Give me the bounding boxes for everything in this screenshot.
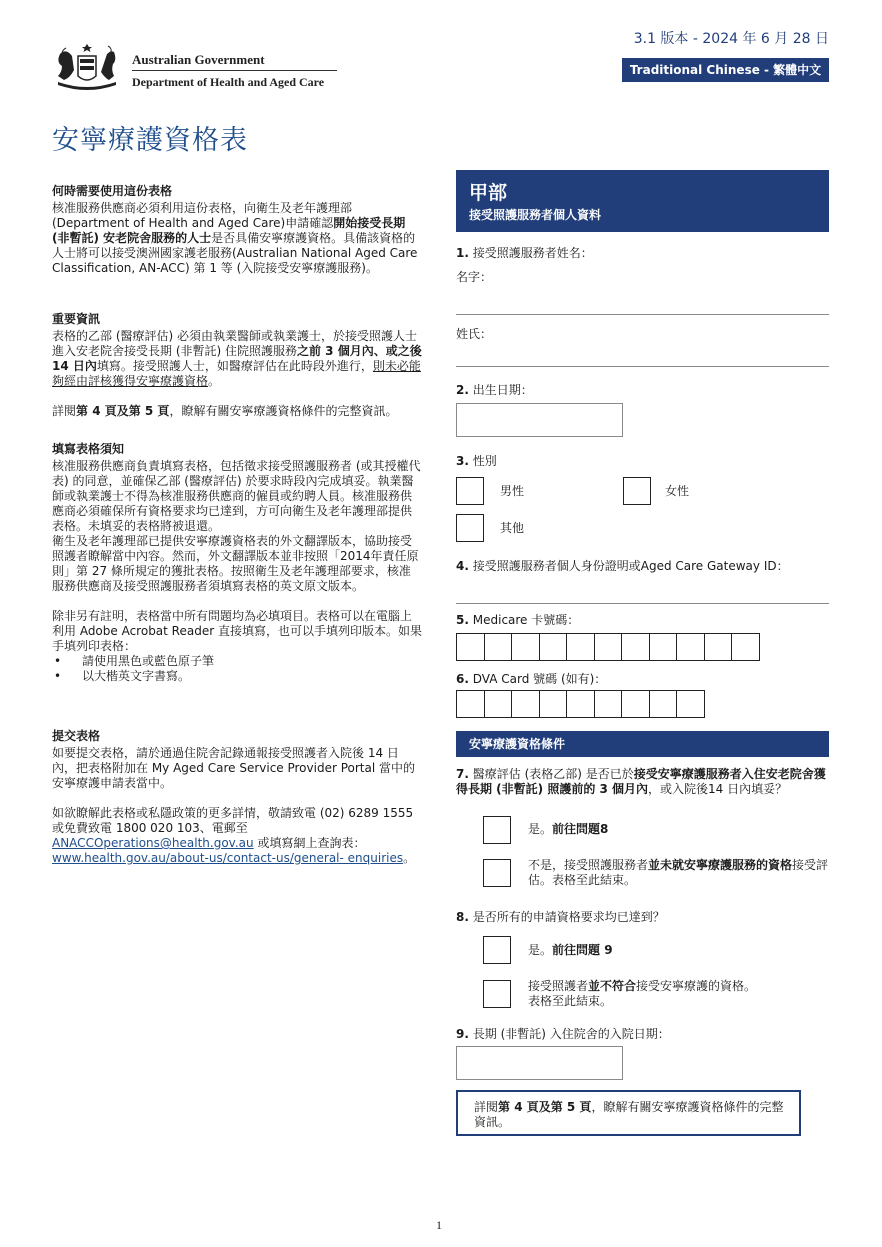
family-name-label: 姓氏： bbox=[456, 327, 493, 341]
department-name: Department of Health and Aged Care bbox=[132, 75, 325, 89]
filling-instructions-section bbox=[52, 442, 422, 684]
question-8: 8. 是否所有的申請資格要求均已達到？ bbox=[456, 910, 665, 924]
q8-no-label: 接受照護者並不符合接受安寧療護的資格。 表格至此結束。 bbox=[528, 979, 757, 1008]
eligibility-note: 詳閱第 4 頁及第 5 頁，瞭解有關安寧療護資格條件的完整資訊。 bbox=[456, 1090, 801, 1136]
list-item: • 以大楷英文字書寫。 bbox=[52, 669, 422, 684]
filling-instructions-text-3: 除非另有註明，表格當中所有問題均為必填項目。表格可以在電腦上利用 Adobe Acrobat Reader 直接填寫，也可以手填列印版本。如果手填列印表格： bbox=[52, 609, 422, 653]
question-5: 5. Medicare 卡號碼： bbox=[456, 613, 580, 627]
when-to-use-text: 核准服務供應商必須利用這份表格，向衛生及老年護理部(Department of Health and Aged Care)申請確認開始接受長期 (非暫託) 安老院舍服務的人士是否具備安寧療護資格。具備該資格的人士將可以接受澳洲國家護老服務(Australian National Aged Care Classification, AN-ACC) 第 1 等 (入院接受安寧療護服務)。 bbox=[52, 201, 418, 275]
section-a-title: 甲部 bbox=[469, 182, 508, 204]
dva-digit-box[interactable] bbox=[566, 690, 595, 718]
question-1: 1. 接受照護服務者姓名： bbox=[456, 246, 593, 260]
government-name: Australian Government bbox=[132, 52, 265, 67]
male-checkbox[interactable] bbox=[456, 477, 484, 505]
question-2: 2. 出生日期： bbox=[456, 383, 533, 397]
question-9: 9. 長期 (非暫託) 入住院舍的入院日期： bbox=[456, 1027, 670, 1041]
email-link[interactable]: ANACCOperations@health.gov.au bbox=[52, 836, 254, 850]
q8-no-checkbox[interactable] bbox=[483, 980, 511, 1008]
given-name-label: 名字： bbox=[456, 270, 493, 284]
medicare-number-field[interactable] bbox=[456, 633, 759, 661]
other-gender-label: 其他 bbox=[500, 521, 525, 535]
page-number: 1 bbox=[436, 1218, 442, 1232]
dva-digit-box[interactable] bbox=[649, 690, 678, 718]
list-item: • 請使用黑色或藍色原子筆 bbox=[52, 654, 422, 669]
family-name-field[interactable] bbox=[456, 366, 829, 367]
important-info-section bbox=[52, 312, 422, 419]
female-checkbox[interactable] bbox=[623, 477, 651, 505]
filling-instructions-list bbox=[52, 654, 422, 684]
q8-yes-label: 是。前往問題 9 bbox=[528, 943, 613, 957]
section-a-subtitle: 接受照護服務者個人資料 bbox=[469, 208, 602, 222]
question-6: 6. DVA Card 號碼 (如有)： bbox=[456, 672, 607, 686]
medicare-digit-box[interactable] bbox=[511, 633, 540, 661]
dva-digit-box[interactable] bbox=[594, 690, 623, 718]
question-4: 4. 接受照護服務者個人身份證明或Aged Care Gateway ID： bbox=[456, 559, 789, 573]
coat-of-arms-icon bbox=[52, 40, 122, 92]
dva-number-field[interactable] bbox=[456, 690, 704, 718]
date-of-birth-field[interactable] bbox=[456, 403, 623, 437]
submit-heading: 提交表格 bbox=[52, 729, 101, 743]
female-label: 女性 bbox=[665, 484, 690, 498]
dva-digit-box[interactable] bbox=[484, 690, 513, 718]
important-info-text: 表格的乙部 (醫療評估) 必須由執業醫師或執業護士，於接受照護人士進入安老院舍接受長期 (非暫託) 住院照護服務之前 3 個月內、或之後 14 日內填寫。接受照護人士，如醫療評估在此時段外進行，則未必能夠經由評核獲得安寧療護資格。 bbox=[52, 329, 422, 388]
q7-no-label: 不是，接受照護服務者並未就安寧療護服務的資格接受評估。表格至此結束。 bbox=[528, 858, 829, 887]
submit-text: 如要提交表格，請於通過住院舍記錄通報接受照護者入院後 14 日內，把表格附加在 My Aged Care Service Provider Portal 當中的安寧療護申請表當中。 bbox=[52, 746, 416, 790]
submit-section bbox=[52, 729, 422, 866]
when-to-use-heading: 何時需要使用這份表格 bbox=[52, 184, 173, 198]
medicare-digit-box[interactable] bbox=[566, 633, 595, 661]
medicare-digit-box[interactable] bbox=[676, 633, 705, 661]
page-title: 安寧療護資格表 bbox=[52, 125, 248, 156]
question-7: 7. 醫療評估 (表格乙部) 是否已於接受安寧療護服務者入住安老院舍獲得長期 (非暫託) 照護前的 3 個月內，或入院後14 日內填妥？ bbox=[456, 767, 826, 796]
admission-date-field[interactable] bbox=[456, 1046, 623, 1080]
filling-instructions-text-2: 衛生及老年護理部已提供安寧療護資格表的外文翻譯版本，協助接受照護者瞭解當中內容。然而，外文翻譯版本並非按照「2014年責任原則」第 27 條所規定的獲批表格。按照衛生及老年護理部要求，核准服務供應商及接受照護服務者須填寫表格的英文原文版本。 bbox=[52, 534, 419, 593]
dva-digit-box[interactable] bbox=[539, 690, 568, 718]
q7-yes-label: 是。前往問題8 bbox=[528, 822, 609, 836]
medicare-digit-box[interactable] bbox=[704, 633, 733, 661]
filling-instructions-text-1: 核准服務供應商負責填寫表格，包括徵求接受照護服務者 (或其授權代表) 的同意，並確保乙部 (醫療評估) 於要求時段內完成填妥。執業醫師或執業護士不得為核准服務供應商的僱員或約聘人員。核准服務供應商必須確保所有資格要求均已達到，方可向衛生及老年護理部提供表格。未填妥的表格將被退還。 bbox=[52, 459, 421, 533]
q7-no-checkbox[interactable] bbox=[483, 859, 511, 887]
important-info-pages: 詳閱第 4 頁及第 5 頁，瞭解有關安寧療護資格條件的完整資訊。 bbox=[52, 404, 398, 418]
q8-yes-checkbox[interactable] bbox=[483, 936, 511, 964]
medicare-digit-box[interactable] bbox=[539, 633, 568, 661]
male-label: 男性 bbox=[500, 484, 525, 498]
medicare-digit-box[interactable] bbox=[731, 633, 760, 661]
version-date: 3.1 版本 - 2024 年 6 月 28 日 bbox=[633, 31, 829, 47]
important-info-heading: 重要資訊 bbox=[52, 312, 101, 326]
dva-digit-box[interactable] bbox=[456, 690, 485, 718]
medicare-digit-box[interactable] bbox=[621, 633, 650, 661]
given-name-field[interactable] bbox=[456, 314, 829, 315]
dva-digit-box[interactable] bbox=[676, 690, 705, 718]
question-3: 3. 性別 bbox=[456, 454, 497, 468]
when-to-use-section bbox=[52, 184, 422, 276]
medicare-digit-box[interactable] bbox=[484, 633, 513, 661]
government-logo bbox=[52, 40, 342, 92]
filling-instructions-heading: 填寫表格須知 bbox=[52, 442, 125, 456]
section-a-header bbox=[456, 170, 829, 232]
dva-digit-box[interactable] bbox=[511, 690, 540, 718]
medicare-digit-box[interactable] bbox=[594, 633, 623, 661]
dva-digit-box[interactable] bbox=[621, 690, 650, 718]
q7-yes-checkbox[interactable] bbox=[483, 816, 511, 844]
enquiry-link[interactable]: www.health.gov.au/about-us/contact-us/general- enquiries bbox=[52, 851, 404, 865]
medicare-digit-box[interactable] bbox=[649, 633, 678, 661]
other-gender-checkbox[interactable] bbox=[456, 514, 484, 542]
contact-text: 如欲瞭解此表格或私隱政策的更多詳情，敬請致電 (02) 6289 1555 或免費致電 1800 020 103、電郵至ANACCOperations@health.gov.au 或填寫網上查詢表：www.health.gov.au/about-us/contact-us/general- enquiries。 bbox=[52, 806, 416, 865]
eligibility-header: 安寧療護資格條件 bbox=[456, 731, 829, 757]
id-field[interactable] bbox=[456, 603, 829, 604]
language-badge: Traditional Chinese - 繁體中文 bbox=[622, 58, 829, 82]
medicare-digit-box[interactable] bbox=[456, 633, 485, 661]
logo-divider bbox=[132, 70, 337, 71]
